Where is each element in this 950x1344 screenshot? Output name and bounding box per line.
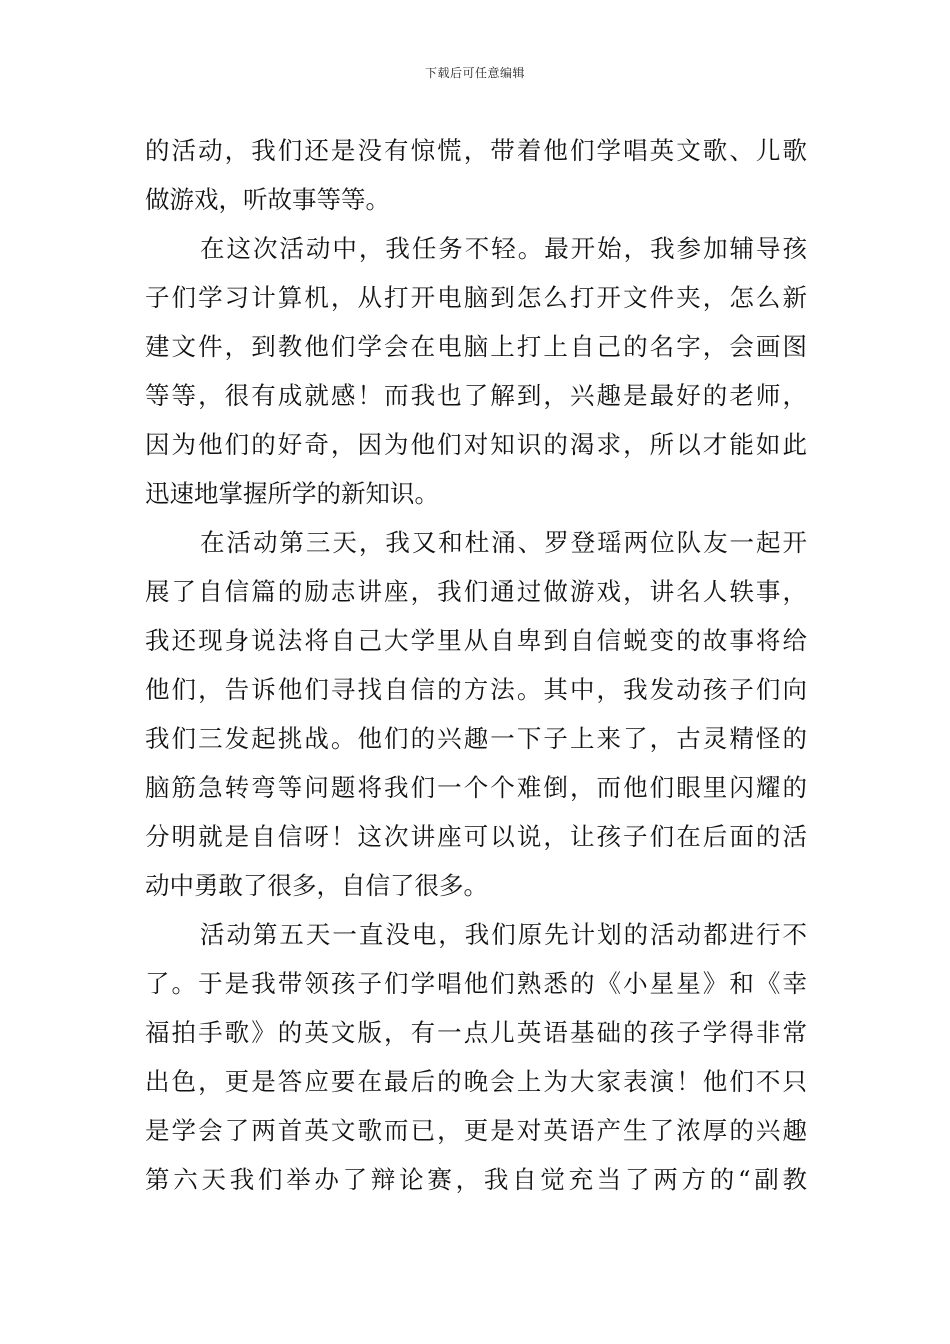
document-body xyxy=(145,126,807,1204)
text-line: 是学会了两首英文歌而已，更是对英语产生了浓厚的兴趣 xyxy=(145,1116,807,1145)
text-line: 了。于是我带领孩子们学唱他们熟悉的《小星星》和《幸 xyxy=(145,969,807,998)
text-line: 他们，告诉他们寻找自信的方法。其中，我发动孩子们向 xyxy=(145,675,807,704)
text-line: 因为他们的好奇，因为他们对知识的渴求，所以才能如此 xyxy=(145,430,807,459)
text-line: 第六天我们举办了辩论赛，我自觉充当了两方的“副教 xyxy=(145,1165,807,1194)
text-line: 分明就是自信呀！这次讲座可以说，让孩子们在后面的活 xyxy=(145,822,807,851)
text-line: 等等，很有成就感！而我也了解到，兴趣是最好的老师， xyxy=(145,381,807,410)
text-line: 展了自信篇的励志讲座，我们通过做游戏，讲名人轶事， xyxy=(145,577,807,606)
text-line: 做游戏，听故事等等。 xyxy=(145,185,390,214)
text-line: 迅速地掌握所学的新知识。 xyxy=(145,479,439,508)
text-line: 建文件，到教他们学会在电脑上打上自己的名字，会画图 xyxy=(145,332,807,361)
text-line: 在这次活动中，我任务不轻。最开始，我参加辅导孩 xyxy=(200,234,807,263)
text-line: 活动第五天一直没电，我们原先计划的活动都进行不 xyxy=(200,920,807,949)
text-line: 的活动，我们还是没有惊慌，带着他们学唱英文歌、儿歌 xyxy=(145,136,807,165)
text-line: 我们三发起挑战。他们的兴趣一下子上来了，古灵精怪的 xyxy=(145,724,807,753)
text-line: 我还现身说法将自己大学里从自卑到自信蜕变的故事将给 xyxy=(145,626,807,655)
page-header: 下载后可任意编辑 xyxy=(424,66,525,80)
text-line: 脑筋急转弯等问题将我们一个个难倒，而他们眼里闪耀的 xyxy=(145,773,807,802)
text-line: 子们学习计算机，从打开电脑到怎么打开文件夹，怎么新 xyxy=(145,283,807,312)
text-line: 动中勇敢了很多，自信了很多。 xyxy=(145,871,488,900)
text-line: 福拍手歌》的英文版，有一点儿英语基础的孩子学得非常 xyxy=(145,1018,807,1047)
text-line: 在活动第三天，我又和杜涌、罗登瑶两位队友一起开 xyxy=(200,528,807,557)
text-line: 出色，更是答应要在最后的晚会上为大家表演！他们不只 xyxy=(145,1067,807,1096)
